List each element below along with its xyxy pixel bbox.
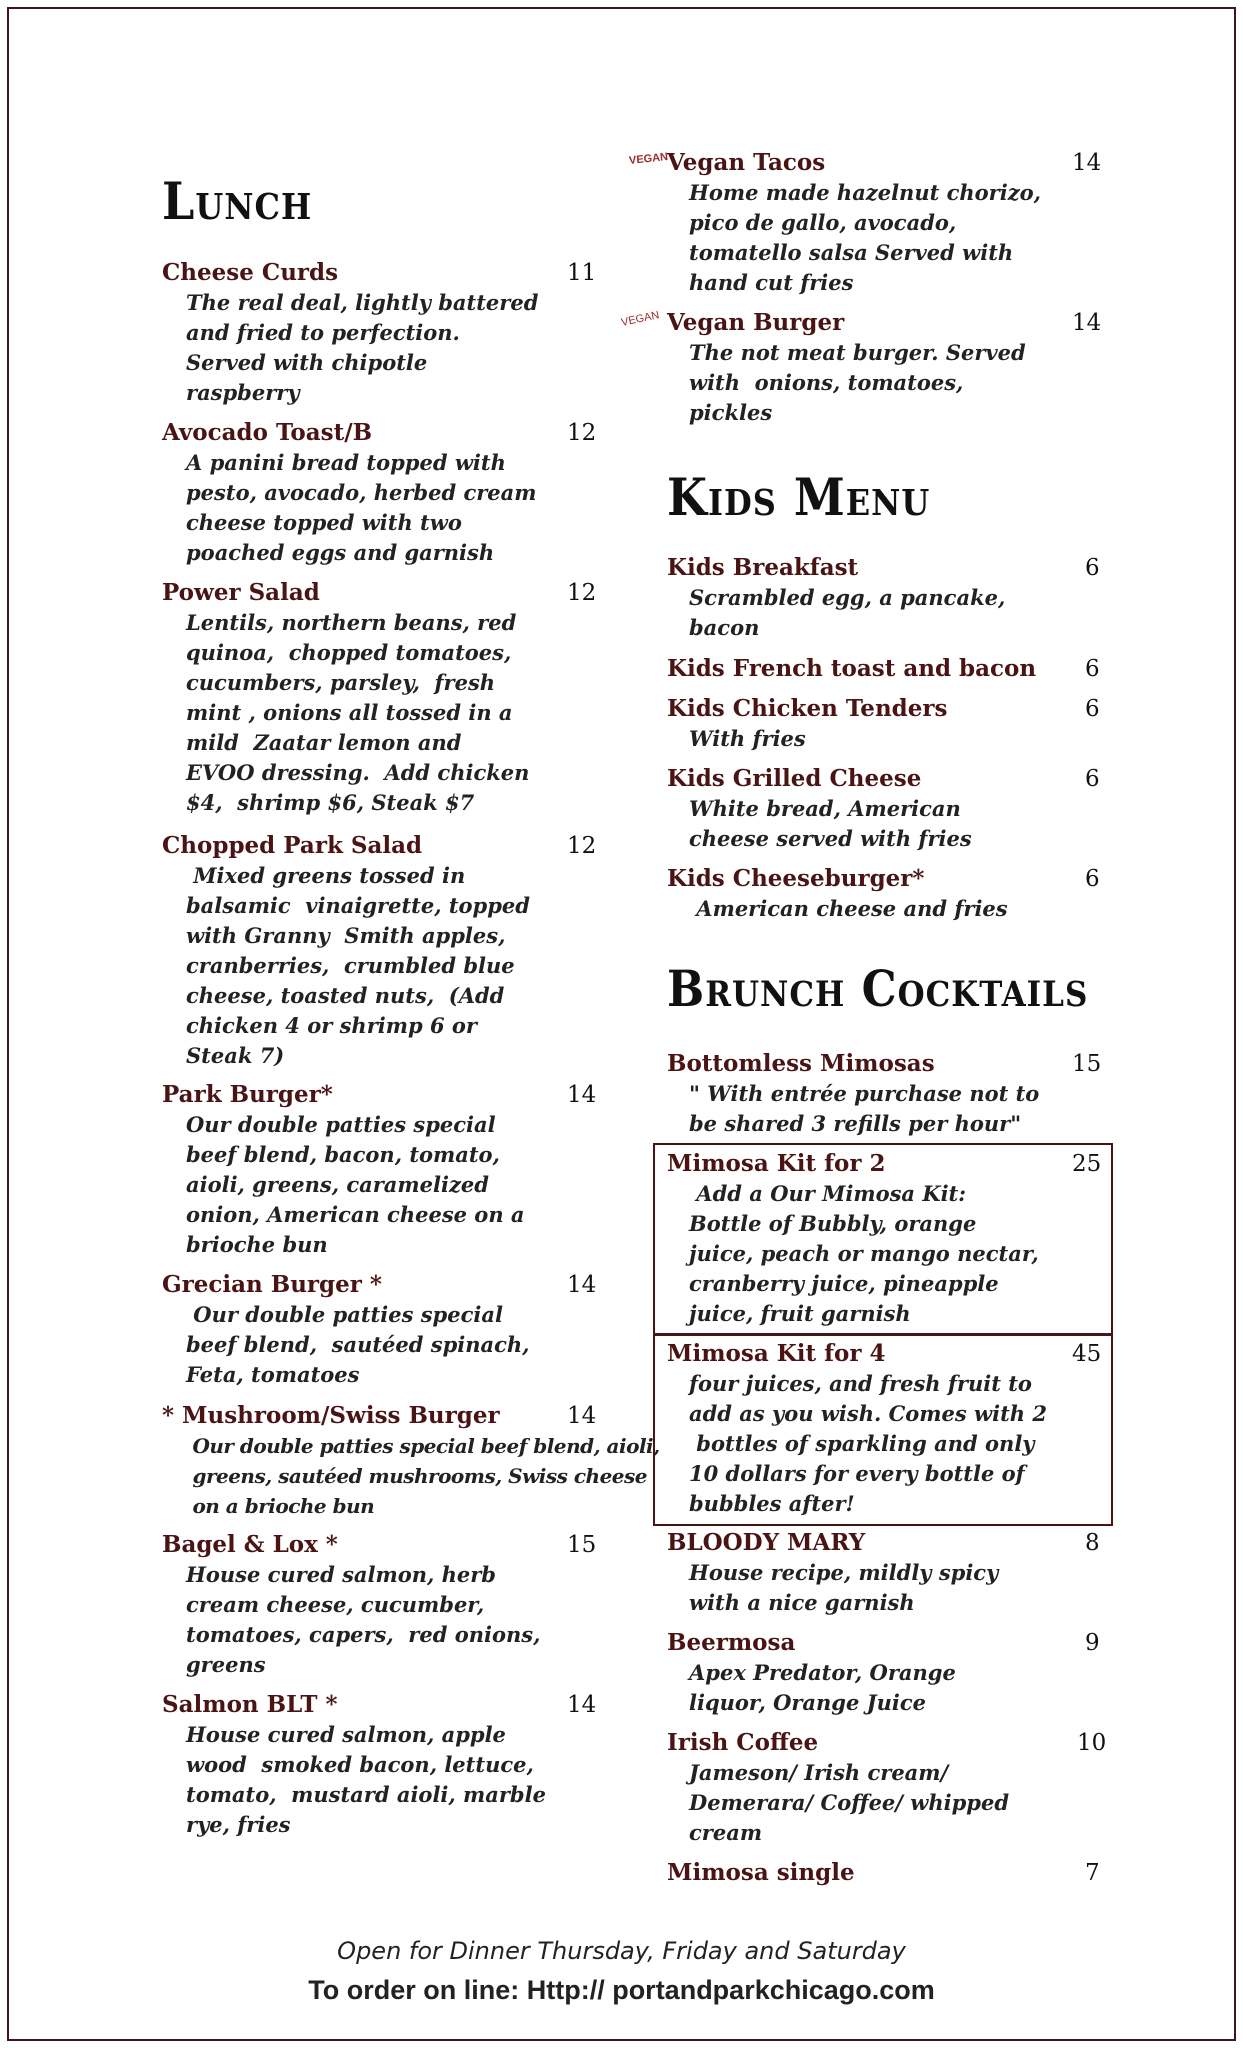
menu-item — [667, 764, 1109, 854]
item-description: Apex Predator, Orange liquor, Orange Juice — [689, 1660, 956, 1715]
item-description: Our double patties special beef blend, sautéed spinach, Feta, tomatoes — [186, 1302, 530, 1387]
item-description: House recipe, mildly spicy with a nice garnish — [689, 1560, 999, 1615]
item-price: 14 — [1072, 310, 1102, 336]
item-name: Kids Breakfast — [667, 554, 859, 581]
order-online-text: To order on line: Http:// portandparkchicago.com — [308, 1975, 935, 2005]
item-price: 12 — [567, 833, 597, 859]
item-description: The not meat burger. Served with onions, tomatoes, pickles — [689, 340, 1026, 425]
menu-item — [667, 864, 1109, 924]
item-price: 11 — [567, 260, 597, 286]
menu-item — [667, 148, 1109, 298]
item-description: The real deal, lightly battered and fried to perfection. Served with chipotle raspberry — [186, 290, 539, 405]
menu-item — [667, 308, 1109, 428]
item-description: Our double patties special beef blend, aioli, greens, sautéed mushrooms, Swiss cheese on a brioche bun — [192, 1434, 660, 1518]
item-name: Salmon BLT * — [162, 1691, 338, 1718]
vegan-tag: VEGAN — [628, 150, 669, 168]
item-name: Vegan Burger — [667, 309, 845, 336]
lunch-heading: Lunch — [162, 171, 313, 232]
item-price: 12 — [567, 420, 597, 446]
item-price: 15 — [1072, 1051, 1102, 1077]
item-description: Mixed greens tossed in balsamic vinaigrette, topped with Granny Smith apples, cranberries, crumbled blue cheese, toasted nuts, (Add chicken 4 or shrimp 6 or Steak 7) — [186, 863, 530, 1068]
item-name: Kids Grilled Cheese — [667, 765, 922, 792]
item-price: 6 — [1085, 866, 1100, 892]
menu-item — [162, 1270, 612, 1390]
item-name: Chopped Park Salad — [162, 832, 423, 859]
menu-item — [667, 1858, 1109, 1888]
menu-item — [667, 1339, 1109, 1519]
brunch-cocktails-heading: Brunch Cocktails — [667, 961, 1089, 1019]
item-price: 6 — [1085, 555, 1100, 581]
item-name: Bottomless Mimosas — [667, 1050, 935, 1077]
menu-page — [7, 7, 1236, 2041]
item-name: * Mushroom/Swiss Burger — [162, 1402, 500, 1429]
item-name: Vegan Tacos — [667, 149, 826, 176]
item-price: 15 — [567, 1532, 597, 1558]
item-name: Bagel & Lox * — [162, 1531, 338, 1558]
kids-menu-heading: Kids Menu — [667, 467, 931, 528]
item-price: 14 — [567, 1082, 597, 1108]
menu-item — [667, 553, 1109, 643]
dinner-hours-text: Open for Dinner Thursday, Friday and Saturday — [337, 1937, 906, 1965]
menu-item — [162, 1690, 612, 1840]
item-price: 6 — [1085, 656, 1100, 682]
item-price: 8 — [1085, 1530, 1100, 1556]
item-description: White bread, American cheese served with fries — [689, 796, 972, 851]
item-name: Kids French toast and bacon — [667, 655, 1037, 682]
menu-item — [162, 1530, 612, 1680]
item-price: 14 — [567, 1272, 597, 1298]
item-price: 14 — [567, 1692, 597, 1718]
menu-item — [667, 1149, 1109, 1329]
menu-item — [667, 654, 1109, 684]
item-price: 12 — [567, 580, 597, 606]
item-description: American cheese and fries — [689, 896, 1008, 921]
item-description: Add a Our Mimosa Kit: Bottle of Bubbly, orange juice, peach or mango nectar, cranberry juice, pineapple juice, fruit garnish — [689, 1181, 1039, 1326]
item-price: 25 — [1072, 1151, 1102, 1177]
item-price: 14 — [1072, 150, 1102, 176]
item-price: 45 — [1072, 1341, 1102, 1367]
item-description: Home made hazelnut chorizo, pico de gallo, avocado, tomatello salsa Served with hand cut fries — [689, 180, 1041, 295]
item-description: Scrambled egg, a pancake, bacon — [689, 585, 1006, 640]
menu-item — [162, 1080, 612, 1260]
menu-item — [667, 1049, 1109, 1139]
menu-item — [667, 694, 1109, 754]
item-name: BLOODY MARY — [667, 1529, 866, 1556]
item-description: House cured salmon, herb cream cheese, cucumber, tomatoes, capers, red onions, greens — [186, 1562, 541, 1677]
item-name: Beermosa — [667, 1629, 796, 1656]
item-description: four juices, and fresh fruit to add as you wish. Comes with 2 bottles of sparkling and only 10 dollars for every bottle of bubbles after! — [689, 1371, 1047, 1516]
item-name: Power Salad — [162, 579, 320, 606]
menu-item — [162, 258, 612, 408]
item-price: 9 — [1085, 1630, 1100, 1656]
menu-item — [162, 1401, 660, 1521]
item-description: Lentils, northern beans, red quinoa, chopped tomatoes, cucumbers, parsley, fresh mint , onions all tossed in a mild Zaatar lemon and EVOO dressing. Add chicken $4, shrimp $6, Steak $7 — [186, 610, 530, 815]
item-description: Jameson/ Irish cream/ Demerara/ Coffee/ whipped cream — [689, 1760, 1010, 1845]
item-name: Grecian Burger * — [162, 1271, 382, 1298]
menu-item — [162, 578, 612, 818]
item-price: 10 — [1077, 1730, 1107, 1756]
item-description: House cured salmon, apple wood smoked bacon, lettuce, tomato, mustard aioli, marble rye, fries — [186, 1722, 546, 1837]
menu-item — [667, 1528, 1109, 1618]
item-price: 7 — [1085, 1860, 1100, 1886]
item-name: Mimosa Kit for 4 — [667, 1340, 886, 1367]
item-description: Our double patties special beef blend, bacon, tomato, aioli, greens, caramelized onion, American cheese on a brioche bun — [186, 1112, 525, 1257]
menu-item — [162, 831, 612, 1071]
item-name: Mimosa Kit for 2 — [667, 1150, 886, 1177]
item-name: Irish Coffee — [667, 1729, 819, 1756]
item-price: 14 — [567, 1403, 597, 1429]
item-name: Mimosa single — [667, 1859, 855, 1886]
item-name: Kids Cheeseburger* — [667, 865, 925, 892]
item-description: " With entrée purchase not to be shared 3 refills per hour" — [689, 1081, 1040, 1136]
item-name: Kids Chicken Tenders — [667, 695, 948, 722]
item-name: Avocado Toast/B — [162, 419, 373, 446]
item-description: A panini bread topped with pesto, avocado, herbed cream cheese topped with two poached eggs and garnish — [186, 450, 537, 565]
menu-item — [162, 418, 612, 568]
item-price: 6 — [1085, 766, 1100, 792]
item-name: Park Burger* — [162, 1081, 333, 1108]
item-price: 6 — [1085, 696, 1100, 722]
item-description: With fries — [689, 726, 806, 751]
menu-item — [667, 1628, 1109, 1718]
menu-item — [667, 1728, 1109, 1848]
item-name: Cheese Curds — [162, 259, 339, 286]
vegan-tag: VEGAN — [620, 309, 661, 329]
